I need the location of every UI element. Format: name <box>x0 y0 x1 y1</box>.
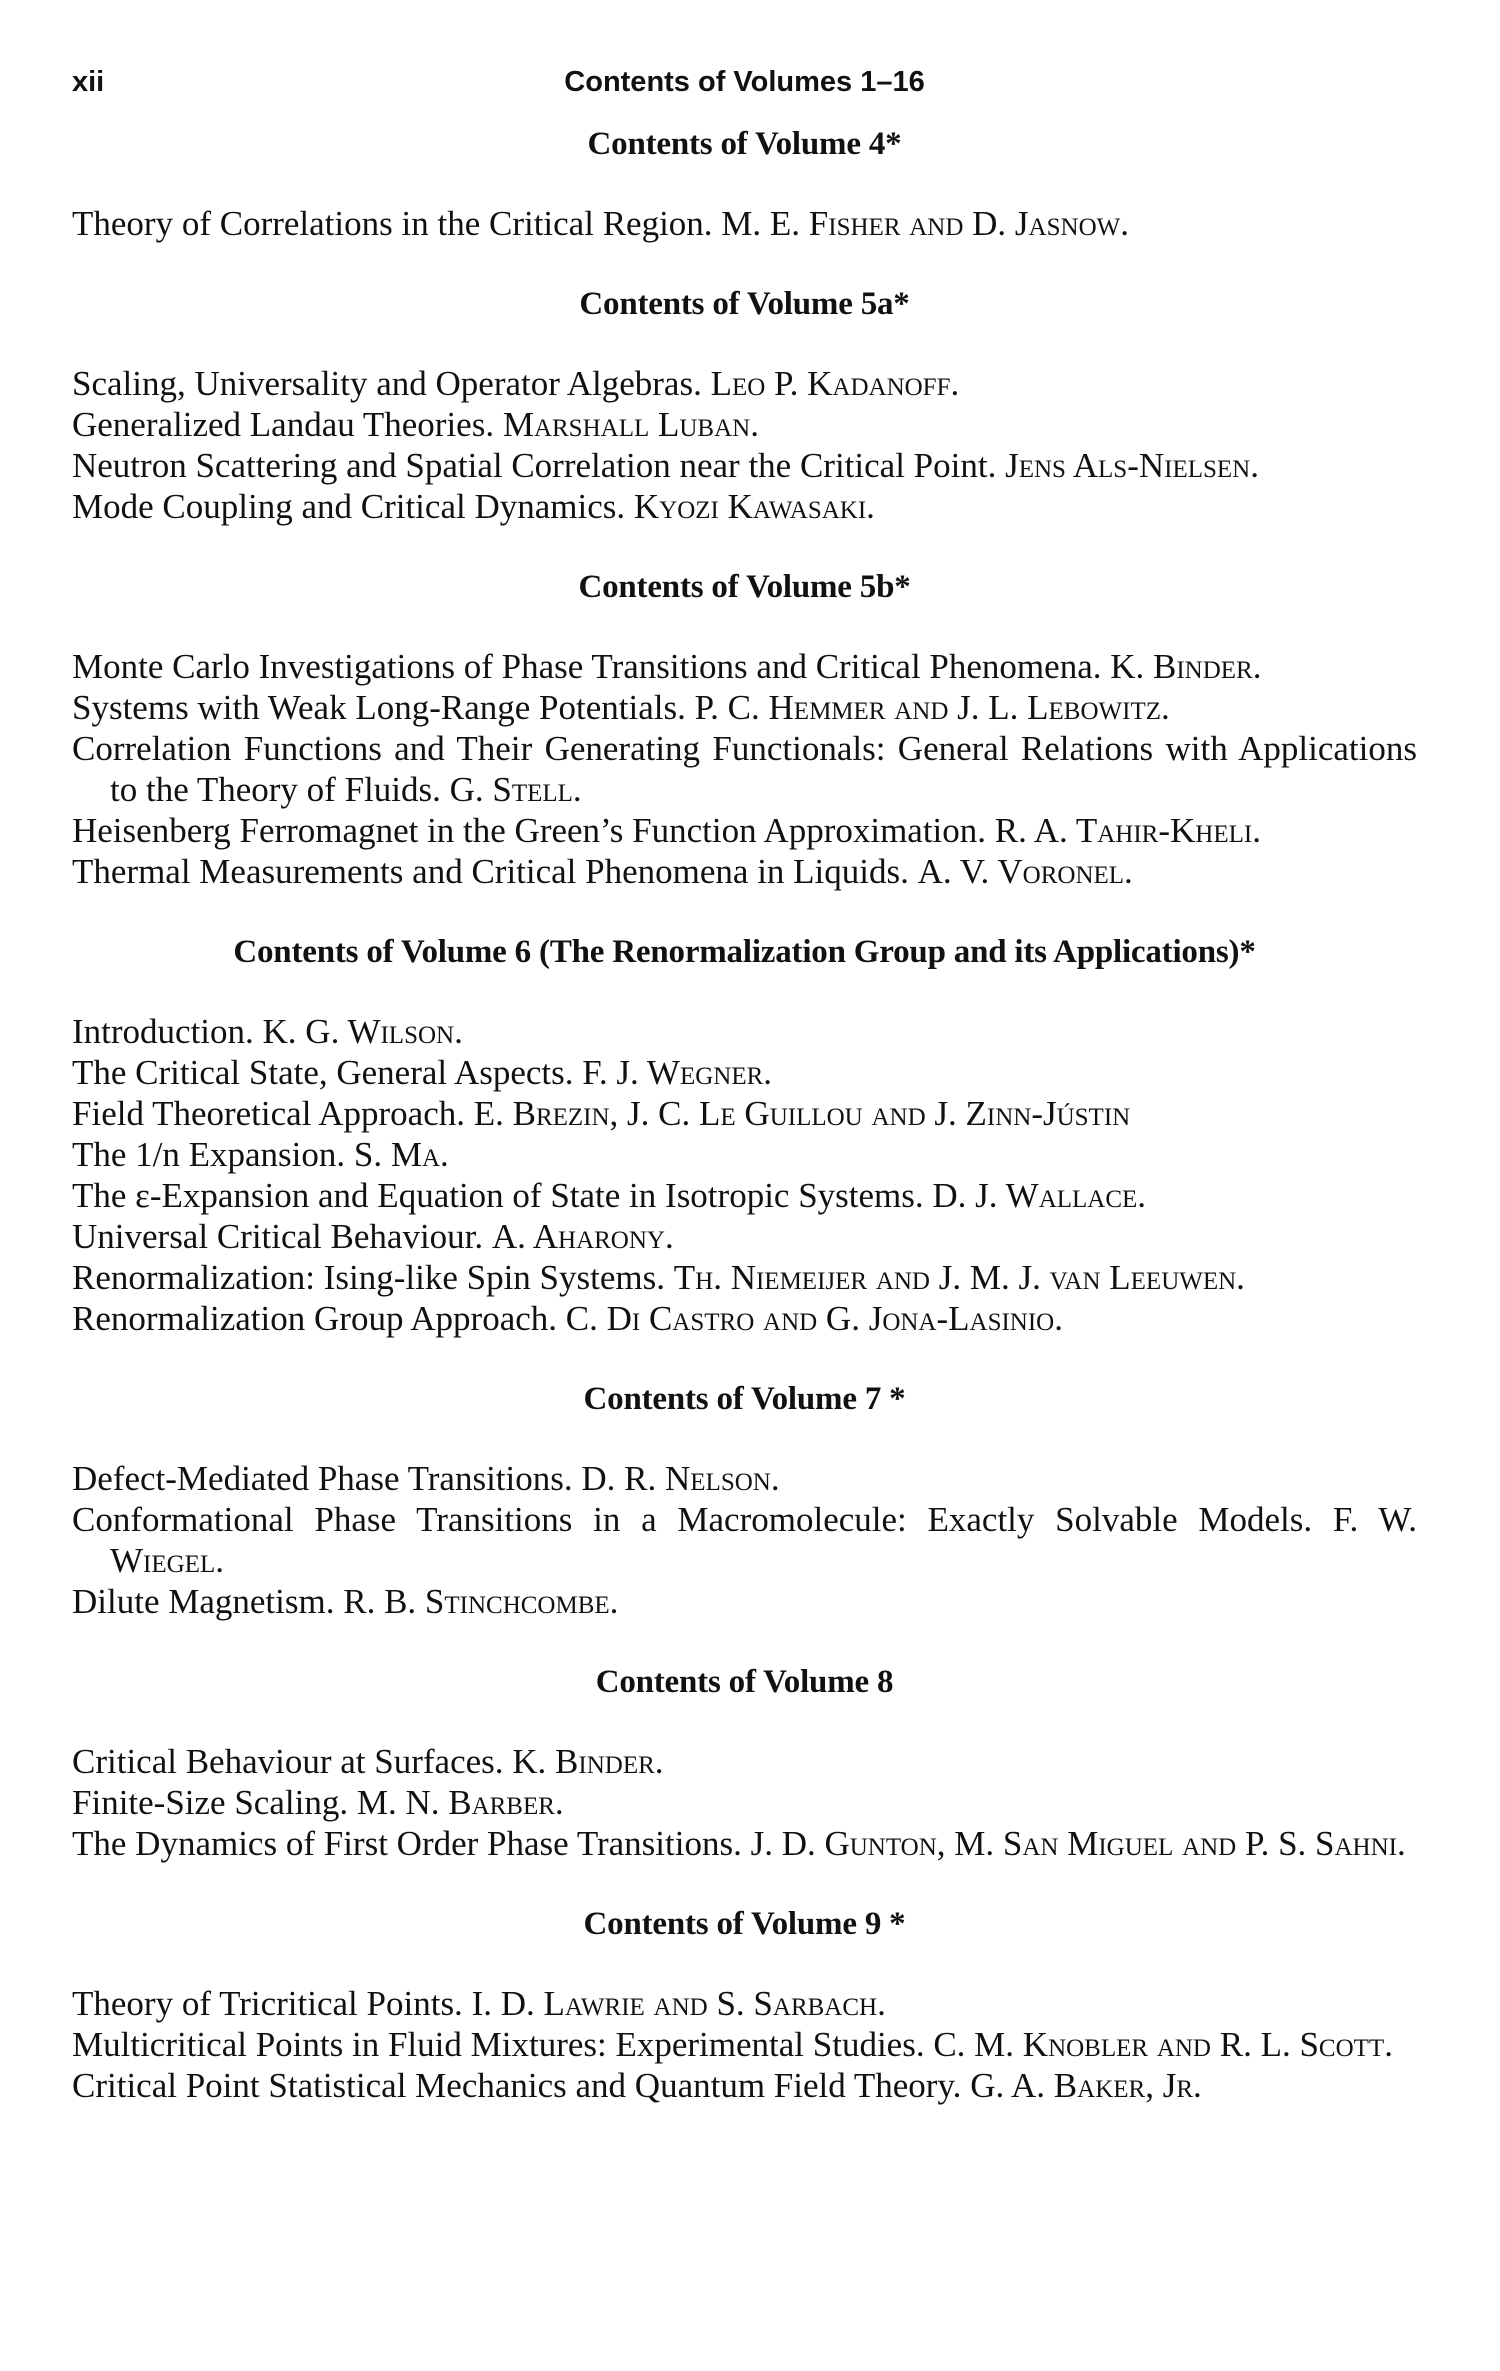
volume-heading: Contents of Volume 8 <box>595 1664 894 1700</box>
entry-title: The 1/n Expansion. <box>72 1135 346 1174</box>
entry-authors: D. R. Nelson. <box>581 1459 780 1498</box>
contents-entry <box>72 1983 1417 2024</box>
volume-section <box>72 126 1417 244</box>
entry-title: Heisenberg Ferromagnet in the Green’s Function Approximation. <box>72 811 987 850</box>
contents-entry <box>72 2065 1417 2106</box>
contents-entry <box>72 1298 1417 1339</box>
entry-authors: Jens Als-Nielsen. <box>1005 446 1259 485</box>
entry-title: Critical Behaviour at Surfaces. <box>72 1742 504 1781</box>
contents-entry <box>72 810 1417 851</box>
entry-list <box>72 203 1417 244</box>
book-page <box>72 52 1417 2106</box>
entry-list <box>72 1011 1417 1339</box>
contents-entry <box>72 646 1417 687</box>
entry-title: Mode Coupling and Critical Dynamics. <box>72 487 626 526</box>
contents-entry <box>72 1741 1417 1782</box>
contents-entry <box>72 1782 1417 1823</box>
contents-entry <box>72 445 1417 486</box>
entry-list <box>72 363 1417 527</box>
contents-entry <box>72 1581 1417 1622</box>
entry-title: Finite-Size Scaling. <box>72 1783 349 1822</box>
contents-entry <box>72 404 1417 445</box>
volume-section <box>72 1906 1417 2106</box>
entry-title: Systems with Weak Long-Range Potentials. <box>72 688 686 727</box>
volume-heading: Contents of Volume 9 * <box>583 1906 906 1942</box>
contents-entry <box>72 851 1417 892</box>
entry-list <box>72 646 1417 892</box>
volume-section <box>72 1381 1417 1622</box>
contents-entry <box>72 1823 1417 1864</box>
entry-authors: M. E. Fisher and D. Jasnow. <box>721 204 1129 243</box>
entry-title: Correlation Functions and Their Generating Functionals: General Relations with Applications to the Theory of Fluids. <box>72 729 1417 809</box>
volume-section <box>72 569 1417 892</box>
entry-title: Renormalization Group Approach. <box>72 1299 558 1338</box>
entry-title: Monte Carlo Investigations of Phase Transitions and Critical Phenomena. <box>72 647 1102 686</box>
entry-title: The ε-Expansion and Equation of State in Isotropic Systems. <box>72 1176 924 1215</box>
entry-authors: C. M. Knobler and R. L. Scott. <box>933 2025 1393 2064</box>
entry-title: Multicritical Points in Fluid Mixtures: Experimental Studies. <box>72 2025 925 2064</box>
volume-heading: Contents of Volume 4* <box>587 126 902 162</box>
contents-entry <box>72 728 1417 810</box>
entry-authors: Marshall Luban. <box>502 405 759 444</box>
contents-entry <box>72 363 1417 404</box>
entry-list <box>72 1983 1417 2106</box>
entry-authors: F. W. Wiegel. <box>110 1500 1417 1580</box>
entry-authors: Kyozi Kawasaki. <box>633 487 875 526</box>
entry-title: Theory of Tricritical Points. <box>72 1984 463 2023</box>
volume-section <box>72 286 1417 527</box>
running-title: Contents of Volumes 1–16 <box>564 66 925 98</box>
volume-section <box>72 934 1417 1339</box>
contents-entry <box>72 1499 1417 1581</box>
entry-authors: A. Aharony. <box>491 1217 674 1256</box>
contents-entry <box>72 1052 1417 1093</box>
entry-authors: J. D. Gunton, M. San Miguel and P. S. Sahni. <box>750 1824 1406 1863</box>
entry-authors: Th. Niemeijer and J. M. J. van Leeuwen. <box>673 1258 1245 1297</box>
entry-authors: Leo P. Kadanoff. <box>710 364 960 403</box>
entry-title: Neutron Scattering and Spatial Correlation near the Critical Point. <box>72 446 997 485</box>
entry-title: Critical Point Statistical Mechanics and Quantum Field Theory. <box>72 2066 962 2105</box>
entry-authors: K. G. Wilson. <box>262 1012 463 1051</box>
entry-authors: D. J. Wallace. <box>932 1176 1147 1215</box>
entry-authors: S. Ma. <box>353 1135 449 1174</box>
volume-heading: Contents of Volume 7 * <box>583 1381 906 1417</box>
entry-authors: R. B. Stinchcombe. <box>343 1582 619 1621</box>
entry-authors: G. Stell. <box>449 770 582 809</box>
contents-entry <box>72 1216 1417 1257</box>
entry-authors: C. Di Castro and G. Jona-Lasinio. <box>565 1299 1063 1338</box>
volume-heading: Contents of Volume 5a* <box>579 286 910 322</box>
contents-entry <box>72 687 1417 728</box>
contents-entry <box>72 1458 1417 1499</box>
contents-entry <box>72 486 1417 527</box>
entry-authors: E. Brezin, J. C. Le Guillou and J. Zinn-Jústin <box>473 1094 1131 1133</box>
page-number: xii <box>72 66 105 98</box>
contents-entry <box>72 203 1417 244</box>
contents-entry <box>72 2024 1417 2065</box>
contents-entry <box>72 1011 1417 1052</box>
entry-title: The Critical State, General Aspects. <box>72 1053 574 1092</box>
entry-authors: M. N. Barber. <box>356 1783 564 1822</box>
entry-title: Scaling, Universality and Operator Algebras. <box>72 364 702 403</box>
entry-title: Generalized Landau Theories. <box>72 405 495 444</box>
volume-heading: Contents of Volume 5b* <box>578 569 911 605</box>
entry-authors: F. J. Wegner. <box>582 1053 773 1092</box>
entry-title: Defect-Mediated Phase Transitions. <box>72 1459 573 1498</box>
entry-authors: K. Binder. <box>1110 647 1262 686</box>
entry-title: Conformational Phase Transitions in a Macromolecule: Exactly Solvable Models. <box>72 1500 1313 1539</box>
entry-authors: R. A. Tahir-Kheli. <box>994 811 1261 850</box>
entry-authors: K. Binder. <box>512 1742 664 1781</box>
volume-section <box>72 1664 1417 1864</box>
entry-authors: G. A. Baker, Jr. <box>970 2066 1202 2105</box>
entry-authors: P. C. Hemmer and J. L. Lebowitz. <box>694 688 1170 727</box>
entry-title: Universal Critical Behaviour. <box>72 1217 484 1256</box>
entry-title: The Dynamics of First Order Phase Transitions. <box>72 1824 742 1863</box>
contents-entry <box>72 1257 1417 1298</box>
entry-authors: A. V. Voronel. <box>917 852 1133 891</box>
entry-title: Theory of Correlations in the Critical Region. <box>72 204 713 243</box>
entry-title: Field Theoretical Approach. <box>72 1094 465 1133</box>
volume-heading: Contents of Volume 6 (The Renormalization Group and its Applications)* <box>233 934 1256 970</box>
volume-list <box>72 126 1417 2106</box>
entry-list <box>72 1458 1417 1622</box>
entry-title: Dilute Magnetism. <box>72 1582 335 1621</box>
contents-entry <box>72 1134 1417 1175</box>
entry-authors: I. D. Lawrie and S. Sarbach. <box>471 1984 886 2023</box>
contents-entry <box>72 1093 1417 1134</box>
entry-list <box>72 1741 1417 1864</box>
running-head <box>72 52 1417 96</box>
contents-entry <box>72 1175 1417 1216</box>
entry-title: Introduction. <box>72 1012 254 1051</box>
entry-title: Thermal Measurements and Critical Phenomena in Liquids. <box>72 852 909 891</box>
entry-title: Renormalization: Ising-like Spin Systems. <box>72 1258 666 1297</box>
